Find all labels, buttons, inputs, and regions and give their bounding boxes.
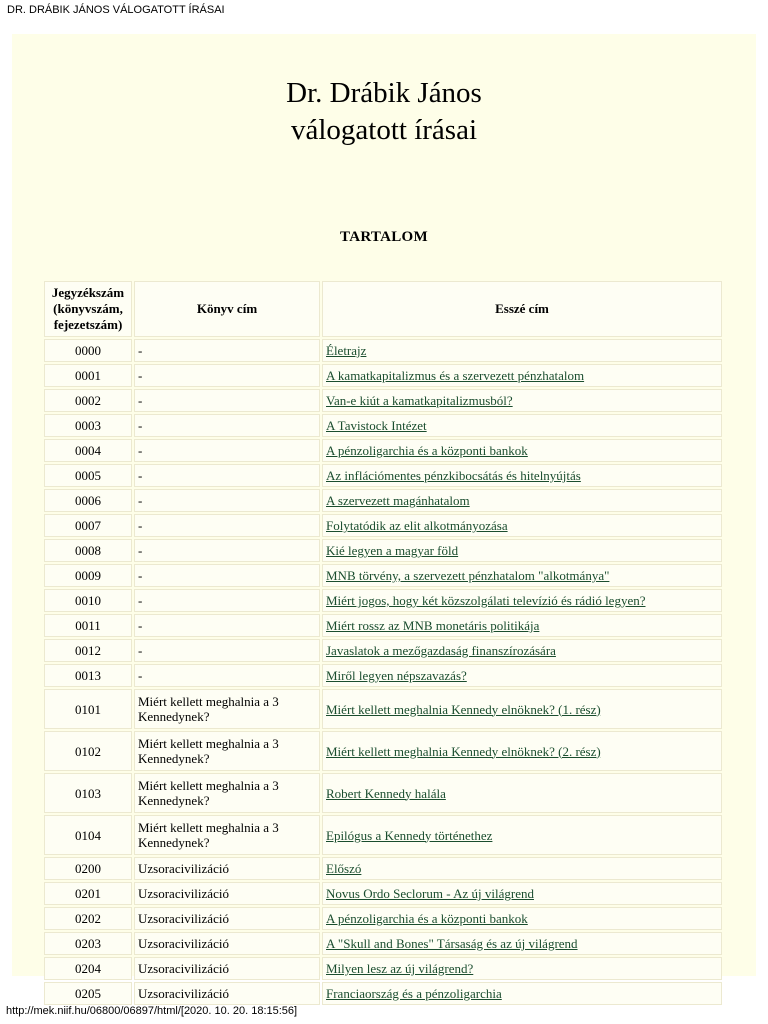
- row-number: 0101: [44, 689, 132, 729]
- page-title-line1: Dr. Drábik János: [286, 77, 482, 109]
- table-row: [44, 589, 722, 612]
- table-row: [44, 514, 722, 537]
- row-number: 0103: [44, 773, 132, 813]
- row-number: 0102: [44, 731, 132, 771]
- row-book-title: -: [134, 439, 320, 462]
- table-header-row: [44, 281, 722, 337]
- table-row: [44, 907, 722, 930]
- essay-link[interactable]: Miért kellett meghalnia Kennedy elnöknek? (2. rész): [326, 743, 601, 759]
- essay-link[interactable]: Milyen lesz az új világrend?: [326, 961, 474, 976]
- table-row: [44, 439, 722, 462]
- essay-link[interactable]: Miért jogos, hogy két közszolgálati televízió és rádió legyen?: [326, 593, 646, 608]
- row-book-title: -: [134, 364, 320, 387]
- row-essay-cell: [322, 857, 722, 880]
- table-row: [44, 364, 722, 387]
- essay-link[interactable]: Életrajz: [326, 343, 367, 358]
- essay-link[interactable]: Miről legyen népszavazás?: [326, 668, 467, 683]
- essay-link[interactable]: Miért kellett meghalnia Kennedy elnöknek? (1. rész): [326, 701, 601, 717]
- table-row: [44, 857, 722, 880]
- table-row: [44, 614, 722, 637]
- table-row: [44, 564, 722, 587]
- row-essay-cell: [322, 489, 722, 512]
- row-book-title: Miért kellett meghalnia a 3 Kennedynek?: [134, 815, 320, 855]
- essay-link[interactable]: A pénzoligarchia és a központi bankok: [326, 911, 528, 926]
- row-essay-cell: [322, 539, 722, 562]
- row-number: 0202: [44, 907, 132, 930]
- row-essay-cell: [322, 439, 722, 462]
- row-number: 0008: [44, 539, 132, 562]
- row-number: 0000: [44, 339, 132, 362]
- essay-link[interactable]: Epilógus a Kennedy történethez: [326, 827, 493, 843]
- row-book-title: Uzsoracivilizáció: [134, 957, 320, 980]
- table-row: [44, 664, 722, 687]
- row-number: 0004: [44, 439, 132, 462]
- row-number: 0010: [44, 589, 132, 612]
- row-book-title: -: [134, 589, 320, 612]
- row-essay-cell: [322, 364, 722, 387]
- row-number: 0205: [44, 982, 132, 1005]
- column-header-number: Jegyzékszám (könyvszám, fejezetszám): [44, 281, 132, 337]
- row-essay-cell: [322, 339, 722, 362]
- row-number: 0005: [44, 464, 132, 487]
- table-row: [44, 882, 722, 905]
- table-row: [44, 932, 722, 955]
- row-number: 0013: [44, 664, 132, 687]
- essay-link[interactable]: Franciaország és a pénzoligarchia: [326, 986, 502, 1001]
- running-header: DR. DRÁBIK JÁNOS VÁLOGATOTT ÍRÁSAI: [7, 4, 225, 16]
- table-row: [44, 639, 722, 662]
- essay-link[interactable]: Miért rossz az MNB monetáris politikája: [326, 618, 540, 633]
- row-book-title: -: [134, 564, 320, 587]
- table-row: [44, 815, 722, 855]
- contents-table: [42, 279, 724, 1007]
- essay-link[interactable]: Folytatódik az elit alkotmányozása: [326, 518, 508, 533]
- table-row: [44, 414, 722, 437]
- table-row: [44, 957, 722, 980]
- row-number: 0104: [44, 815, 132, 855]
- row-essay-cell: [322, 932, 722, 955]
- row-book-title: -: [134, 664, 320, 687]
- row-book-title: Miért kellett meghalnia a 3 Kennedynek?: [134, 689, 320, 729]
- row-book-title: -: [134, 639, 320, 662]
- row-number: 0007: [44, 514, 132, 537]
- essay-link[interactable]: A kamatkapitalizmus és a szervezett pénzhatalom: [326, 368, 585, 383]
- page-title-line2: válogatott írásai: [290, 114, 478, 146]
- row-essay-cell: [322, 689, 722, 729]
- row-essay-cell: [322, 389, 722, 412]
- row-book-title: Uzsoracivilizáció: [134, 857, 320, 880]
- table-row: [44, 464, 722, 487]
- table-row: [44, 731, 722, 771]
- row-essay-cell: [322, 882, 722, 905]
- row-book-title: Uzsoracivilizáció: [134, 932, 320, 955]
- row-essay-cell: [322, 464, 722, 487]
- row-number: 0002: [44, 389, 132, 412]
- row-essay-cell: [322, 982, 722, 1005]
- table-row: [44, 982, 722, 1005]
- essay-link[interactable]: Novus Ordo Seclorum - Az új világrend: [326, 886, 534, 901]
- row-book-title: -: [134, 489, 320, 512]
- column-header-essay: Esszé cím: [322, 281, 722, 337]
- row-essay-cell: [322, 957, 722, 980]
- row-essay-cell: [322, 414, 722, 437]
- essay-link[interactable]: Az inflációmentes pénzkibocsátás és hitelnyújtás: [326, 468, 581, 483]
- table-row: [44, 389, 722, 412]
- row-number: 0009: [44, 564, 132, 587]
- row-book-title: -: [134, 389, 320, 412]
- table-row: [44, 339, 722, 362]
- essay-link[interactable]: Robert Kennedy halála: [326, 785, 446, 801]
- row-essay-cell: [322, 773, 722, 813]
- essay-link[interactable]: A Tavistock Intézet: [326, 418, 427, 433]
- table-row: [44, 539, 722, 562]
- row-number: 0204: [44, 957, 132, 980]
- page-title: [12, 75, 756, 149]
- row-book-title: Uzsoracivilizáció: [134, 982, 320, 1005]
- row-number: 0006: [44, 489, 132, 512]
- contents-heading: TARTALOM: [340, 229, 428, 245]
- table-body: [44, 339, 722, 1005]
- row-number: 0012: [44, 639, 132, 662]
- row-number: 0011: [44, 614, 132, 637]
- row-essay-cell: [322, 564, 722, 587]
- essay-link[interactable]: A szervezett magánhatalom: [326, 493, 470, 508]
- row-essay-cell: [322, 514, 722, 537]
- row-book-title: -: [134, 414, 320, 437]
- row-book-title: -: [134, 539, 320, 562]
- row-book-title: -: [134, 339, 320, 362]
- row-book-title: -: [134, 464, 320, 487]
- document-page: [12, 34, 756, 1001]
- essay-link[interactable]: A pénzoligarchia és a központi bankok: [326, 443, 528, 458]
- row-book-title: Miért kellett meghalnia a 3 Kennedynek?: [134, 773, 320, 813]
- row-book-title: -: [134, 514, 320, 537]
- source-url-footer: http://mek.niif.hu/06800/06897/html/[2020. 10. 20. 18:15:56]: [6, 1005, 298, 1017]
- row-essay-cell: [322, 614, 722, 637]
- row-essay-cell: [322, 731, 722, 771]
- row-book-title: -: [134, 614, 320, 637]
- row-essay-cell: [322, 589, 722, 612]
- row-number: 0201: [44, 882, 132, 905]
- essay-link[interactable]: Kié legyen a magyar föld: [326, 543, 459, 558]
- row-essay-cell: [322, 639, 722, 662]
- table-row: [44, 773, 722, 813]
- column-header-book: Könyv cím: [134, 281, 320, 337]
- essay-link[interactable]: MNB törvény, a szervezett pénzhatalom "alkotmánya": [326, 568, 610, 583]
- essay-link[interactable]: Javaslatok a mezőgazdaság finanszírozására: [326, 643, 556, 658]
- row-number: 0001: [44, 364, 132, 387]
- essay-link[interactable]: Előszó: [326, 861, 362, 876]
- row-essay-cell: [322, 664, 722, 687]
- row-essay-cell: [322, 907, 722, 930]
- essay-link[interactable]: A "Skull and Bones" Társaság és az új világrend: [326, 936, 578, 951]
- row-number: 0203: [44, 932, 132, 955]
- row-essay-cell: [322, 815, 722, 855]
- table-row: [44, 489, 722, 512]
- essay-link[interactable]: Van-e kiút a kamatkapitalizmusból?: [326, 393, 513, 408]
- row-book-title: Uzsoracivilizáció: [134, 882, 320, 905]
- row-book-title: Miért kellett meghalnia a 3 Kennedynek?: [134, 731, 320, 771]
- table-row: [44, 689, 722, 729]
- row-book-title: Uzsoracivilizáció: [134, 907, 320, 930]
- row-number: 0200: [44, 857, 132, 880]
- row-number: 0003: [44, 414, 132, 437]
